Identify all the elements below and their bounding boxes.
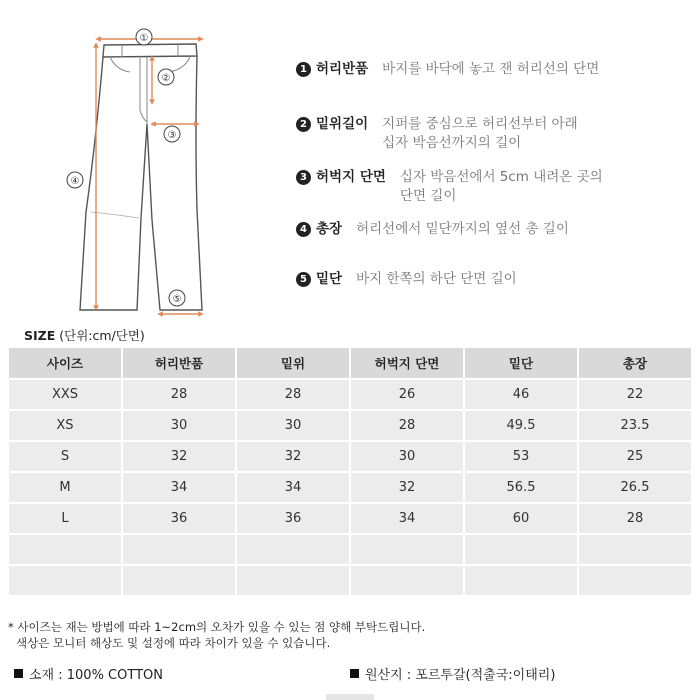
legend-hem (296, 270, 517, 289)
table-row (8, 410, 692, 441)
table-cell: 28 (236, 379, 350, 410)
table-row (8, 472, 692, 503)
table-cell (350, 565, 464, 596)
table-row (8, 379, 692, 410)
marker-3: ③ (167, 130, 177, 141)
column-header: 허리반품 (122, 347, 236, 379)
table-cell: XS (8, 410, 122, 441)
size-title-unit: (단위:cm/단면) (55, 328, 145, 343)
table-cell (578, 565, 692, 596)
measure-markers (67, 29, 185, 306)
marker-1: ① (139, 33, 149, 44)
legend-number: 4 (296, 222, 311, 237)
table-row (8, 441, 692, 472)
column-header: 총장 (578, 347, 692, 379)
table-cell: 36 (122, 503, 236, 534)
size-title-bold: SIZE (24, 328, 56, 343)
size-table (7, 346, 693, 597)
table-cell: 34 (350, 503, 464, 534)
square-bullet-icon (14, 669, 23, 678)
table-cell: 46 (464, 379, 578, 410)
note-line-1: * 사이즈는 재는 방법에 따라 1~2cm의 오차가 있을 수 있는 점 양해 부탁드립니다. (8, 620, 426, 634)
measure-lines (96, 39, 201, 314)
legend-description: 지퍼를 중심으로 허리선부터 아래 십자 박음선까지의 길이 (382, 116, 578, 151)
table-cell: 36 (236, 503, 350, 534)
table-cell (122, 534, 236, 565)
table-cell: 25 (578, 441, 692, 472)
legend-length (296, 220, 569, 239)
table-cell: 32 (236, 441, 350, 472)
legend-label: 밑단 (316, 271, 343, 287)
table-cell (578, 534, 692, 565)
table-cell: M (8, 472, 122, 503)
table-cell: 28 (122, 379, 236, 410)
legend-number: 5 (296, 272, 311, 287)
table-cell: 30 (122, 410, 236, 441)
legend-label: 허벅지 단면 (316, 169, 386, 185)
legend-number: 1 (296, 62, 311, 77)
table-row (8, 565, 692, 596)
legend-thigh (296, 168, 603, 206)
table-cell (8, 534, 122, 565)
table-cell (350, 534, 464, 565)
table-cell: 28 (350, 410, 464, 441)
legend-description: 바지를 바닥에 놓고 잰 허리선의 단면 (382, 61, 600, 77)
table-cell: 26 (350, 379, 464, 410)
table-cell: 30 (236, 410, 350, 441)
table-cell: L (8, 503, 122, 534)
table-cell: 32 (122, 441, 236, 472)
bottom-divider (326, 694, 374, 700)
table-row (8, 503, 692, 534)
notes (8, 619, 425, 651)
marker-5: ⑤ (172, 294, 182, 305)
table-cell: 32 (350, 472, 464, 503)
table-cell: 23.5 (578, 410, 692, 441)
column-header: 허벅지 단면 (350, 347, 464, 379)
note-line-2: 색상은 모니터 해상도 및 설정에 따라 차이가 있을 수 있습니다. (16, 636, 331, 650)
table-cell (236, 565, 350, 596)
legend-description: 십자 박음선에서 5cm 내려온 곳의 단면 길이 (399, 169, 603, 204)
table-cell: 30 (350, 441, 464, 472)
table-cell: 34 (122, 472, 236, 503)
table-cell: 34 (236, 472, 350, 503)
table-cell: S (8, 441, 122, 472)
square-bullet-icon (350, 669, 359, 678)
table-cell (122, 565, 236, 596)
legend-label: 밑위길이 (316, 116, 369, 132)
marker-4: ④ (70, 176, 80, 187)
table-cell: 53 (464, 441, 578, 472)
origin-info (350, 664, 555, 683)
table-cell (464, 565, 578, 596)
legend-label: 허리반품 (316, 61, 369, 77)
column-header: 밑단 (464, 347, 578, 379)
marker-2: ② (161, 73, 171, 84)
table-cell: 26.5 (578, 472, 692, 503)
table-cell: 22 (578, 379, 692, 410)
table-cell: 49.5 (464, 410, 578, 441)
table-cell (236, 534, 350, 565)
table-cell (464, 534, 578, 565)
legend-number: 3 (296, 170, 311, 185)
pants-measurement-diagram (0, 0, 290, 325)
legend-rise (296, 115, 578, 153)
table-cell: 56.5 (464, 472, 578, 503)
origin-text: 원산지 : 포르투갈(적출국:이태리) (365, 668, 556, 683)
material-text: 소재 : 100% COTTON (29, 668, 163, 683)
table-cell: 28 (578, 503, 692, 534)
table-cell: XXS (8, 379, 122, 410)
legend-description: 바지 한쪽의 하단 단면 길이 (356, 271, 517, 287)
legend-number: 2 (296, 117, 311, 132)
table-row (8, 534, 692, 565)
table-header-row (8, 347, 692, 379)
legend-label: 총장 (316, 221, 343, 237)
column-header: 밑위 (236, 347, 350, 379)
size-section-title (24, 326, 145, 344)
material-info (14, 664, 163, 683)
legend-waist (296, 60, 599, 79)
column-header: 사이즈 (8, 347, 122, 379)
pants-outline (80, 44, 202, 310)
table-cell (8, 565, 122, 596)
legend-description: 허리선에서 밑단까지의 옆선 총 길이 (356, 221, 569, 237)
table-cell: 60 (464, 503, 578, 534)
